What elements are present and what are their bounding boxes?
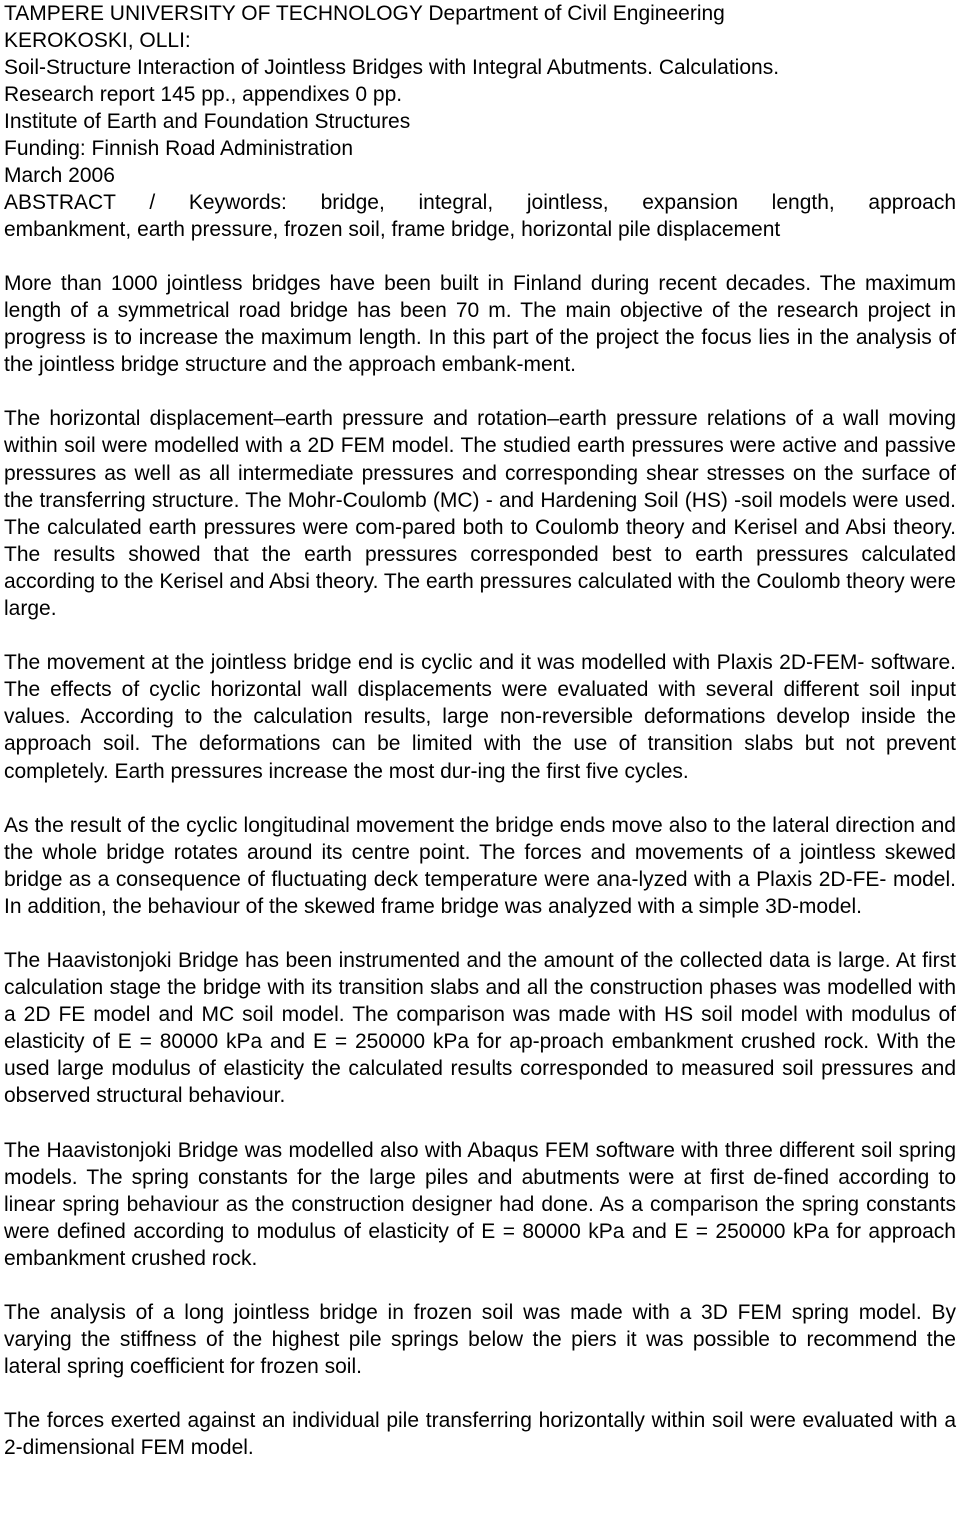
abstract-paragraph-7: The analysis of a long jointless bridge in frozen soil was made with a 3D FEM spring model. By varying the stiffness of the highest pile springs below the piers it was possible to recommend the lateral spring coefficient for frozen soil. — [4, 1301, 956, 1379]
keywords-line-2: embankment, earth pressure, frozen soil, frame bridge, horizontal pile displacement — [4, 218, 781, 241]
keywords-line-1: ABSTRACT / Keywords: bridge, integral, jointless, expansion length, approach — [4, 191, 956, 214]
abstract-paragraph-8: The forces exerted against an individual pile transferring horizontally within soil were evaluated with a 2-dimensional FEM model. — [4, 1409, 956, 1460]
abstract-paragraph-2: The horizontal displacement–earth pressure and rotation–earth pressure relations of a wall moving within soil were modelled with a 2D FEM model. The studied earth pressures were active and passive pressures as well as all intermediate pressures and corresponding shear stresses on the surface of the transferring structure. The Mohr-Coulomb (MC) - and Hardening Soil (HS) -soil models were used. The calculated earth pressures were com-pared both to Coulomb theory and Kerisel and Absi theory. The results showed that the earth pressures corresponded best to earth pressures calculated according to the Kerisel and Absi theory. The earth pressures calculated with the Coulomb theory were large. — [4, 407, 956, 621]
abstract-paragraph-3: The movement at the jointless bridge end is cyclic and it was modelled with Plaxis 2D-FEM- software. The effects of cyclic horizontal wall displacements were evaluated with several different soil input values. According to the calculation results, large non-reversible deformations develop inside the approach soil. The deformations can be limited with the use of transition slabs but not prevent completely. Earth pressures increase the most dur-ing the first five cycles. — [4, 651, 956, 783]
date-line: March 2006 — [4, 164, 115, 187]
abstract-paragraph-6: The Haavistonjoki Bridge was modelled also with Abaqus FEM software with three different soil spring models. The spring constants for the large piles and abutments were at first de-fined according to linear spring behaviour as the construction designer had done. As a comparison the spring constants were defined according to modulus of elasticity of E = 80000 kPa and E = 250000 kPa for approach embankment crushed rock. — [4, 1138, 956, 1270]
abstract-paragraph-4: As the result of the cyclic longitudinal movement the bridge ends move also to the lateral direction and the whole bridge rotates around its centre point. The forces and movements of a jointless skewed bridge as a consequence of fluctuating deck temperature were ana-lyzed with a Plaxis 2D-FE- model. In addition, the behaviour of the skewed frame bridge was analyzed with a simple 3D-model. — [4, 813, 956, 918]
report-header — [4, 0, 956, 189]
spacer — [4, 378, 956, 405]
abstract-paragraph-5: The Haavistonjoki Bridge has been instrumented and the amount of the collected data is large. At first calculation stage the bridge with its transition slabs and all the construction phases was modelled with a 2D FE model and MC soil model. The comparison was made with HS soil model with modulus of elasticity of E = 80000 kPa and E = 250000 kPa for ap-proach embankment crushed rock. With the used large modulus of elasticity the calculated results corresponded to measured soil pressures and observed structural behaviour. — [4, 948, 956, 1108]
author-line: KEROKOSKI, OLLI: — [4, 29, 191, 52]
spacer — [4, 1380, 956, 1407]
spacer — [4, 243, 956, 270]
institute-line: Institute of Earth and Foundation Structures — [4, 110, 411, 133]
spacer — [4, 920, 956, 947]
spacer — [4, 622, 956, 649]
spacer — [4, 785, 956, 812]
funding-line: Funding: Finnish Road Administration — [4, 137, 354, 160]
report-title-line: Soil-Structure Interaction of Jointless Bridges with Integral Abutments. Calculations. — [4, 56, 780, 79]
spacer — [4, 1110, 956, 1137]
report-pages-line: Research report 145 pp., appendixes 0 pp. — [4, 83, 403, 106]
institution-line: TAMPERE UNIVERSITY OF TECHNOLOGY Department of Civil Engineering — [4, 2, 725, 25]
spacer — [4, 1272, 956, 1299]
abstract-keywords — [4, 189, 956, 243]
abstract-paragraph-1: More than 1000 jointless bridges have been built in Finland during recent decades. The maximum length of a symmetrical road bridge has been 70 m. The main objective of the research project in progress is to increase the maximum length. In this part of the project the focus lies in the analysis of the jointless bridge structure and the approach embank-ment. — [4, 272, 956, 377]
